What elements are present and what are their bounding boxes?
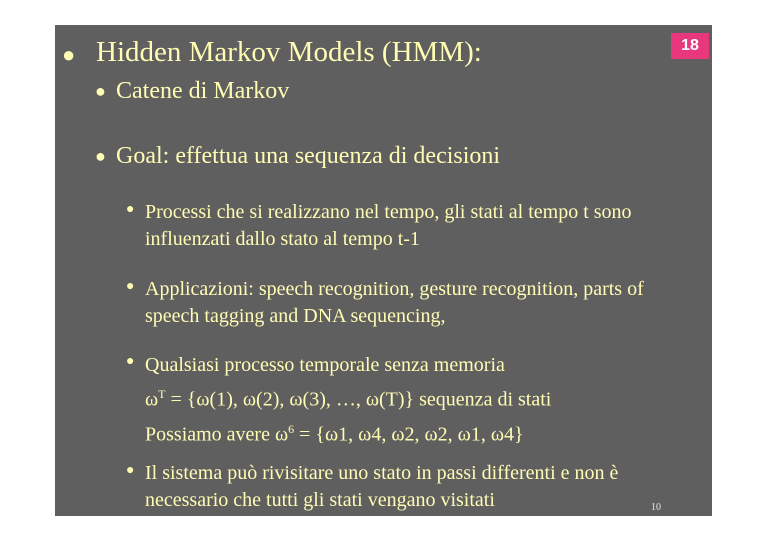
bullet-catene: Catene di Markov [116, 78, 290, 104]
slide-title: Hidden Markov Models (HMM): [96, 36, 482, 68]
omega-sequence-line: $\omega^T = \{\omega(1)$, ω(2), ω(3), …, ω(T)} sequenza di stati [145, 387, 552, 411]
slide-number-text: 18 [681, 37, 699, 54]
sub3-bullet-icon: ● [126, 354, 135, 369]
bullet-goal: Goal: effettua una sequenza di decisioni [116, 143, 501, 169]
sub-bullet-sistema: Il sistema può rivisitare uno stato in passi differenti e non è necessario che tutti gli stati vengano visitati [145, 462, 619, 511]
sub4-bullet-icon: ● [126, 463, 135, 478]
title-bullet-icon: ● [62, 42, 76, 67]
slide-number-badge [671, 33, 709, 59]
catene-bullet-icon: ● [95, 81, 106, 101]
sub-bullet-processi: Processi che si realizzano nel tempo, gli stati al tempo t sono influenzati dallo stato al tempo t-1 [145, 201, 632, 250]
sub1-bullet-icon: ● [126, 202, 135, 217]
sub2-bullet-icon: ● [126, 279, 135, 294]
sub-bullet-qualsiasi: Qualsiasi processo temporale senza memoria $\omega^T = \{\omega(1)$, ω(2), ω(3), …, ω(T)} sequenza di stati Possiamo avere $\omega^6 = \{\omega 1$, ω4, ω2, ω2, ω1, ω4} [145, 351, 551, 449]
page-number: 10 [651, 502, 661, 513]
goal-bullet-icon: ● [95, 146, 106, 166]
sub-bullet-applicazioni: Applicazioni: speech recognition, gesture recognition, parts of speech tagging and DNA sequencing, [145, 278, 644, 327]
omega-example-line: Possiamo avere $\omega^6 = \{\omega 1$, ω4, ω2, ω2, ω1, ω4} [145, 421, 524, 446]
